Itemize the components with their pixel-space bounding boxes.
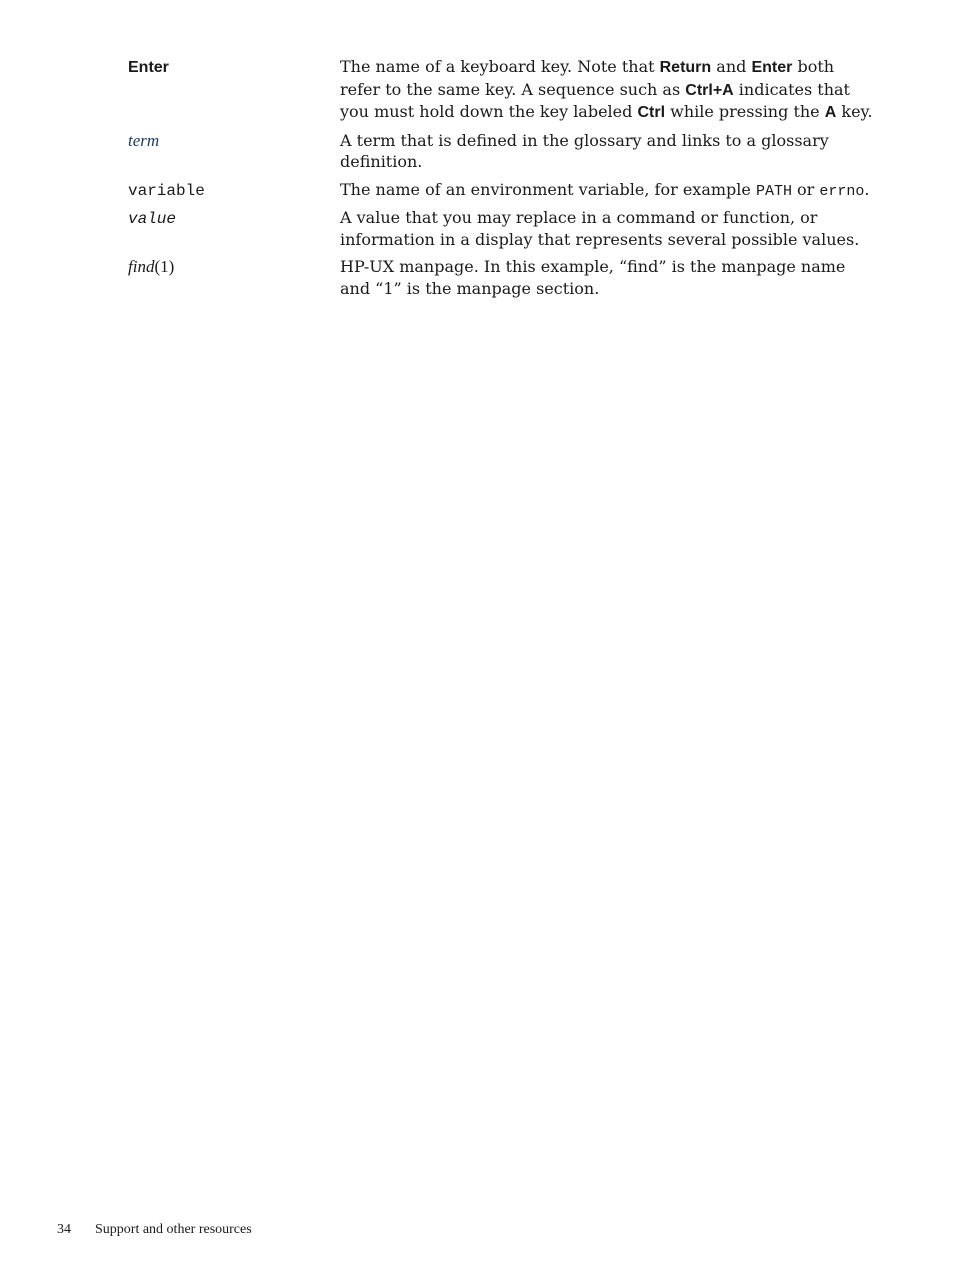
desc-text: key. xyxy=(836,102,873,121)
convention-desc-variable xyxy=(340,179,873,203)
convention-desc-enter xyxy=(340,56,873,124)
convention-desc-manpage xyxy=(340,256,873,299)
code-path: PATH xyxy=(755,182,792,200)
desc-text: or xyxy=(791,179,820,199)
convention-row-manpage xyxy=(128,256,873,299)
desc-text: indicates that you must hold down the key labeled xyxy=(340,79,850,121)
convention-row-term xyxy=(128,130,873,173)
desc-text: while pressing the xyxy=(665,102,825,121)
page-footer xyxy=(57,1222,252,1238)
key-enter: Enter xyxy=(751,59,793,76)
key-ctrl-a: Ctrl+A xyxy=(685,81,734,99)
desc-text: The name of a keyboard key. Note that xyxy=(340,57,660,76)
desc-text: The name of an environment variable, for example xyxy=(340,179,756,199)
key-a: A xyxy=(824,104,837,121)
convention-desc-value xyxy=(340,207,873,250)
desc-text: . xyxy=(864,179,870,199)
convention-term-enter xyxy=(128,56,340,78)
desc-text: and xyxy=(711,57,752,76)
desc-text: A value that you may replace in a command or function, or information in a display that represents several possible values. xyxy=(340,208,860,249)
section-title: Support and other resources xyxy=(95,1222,252,1237)
convention-term-variable xyxy=(128,179,340,202)
convention-desc-term xyxy=(340,130,873,173)
desc-text: A term that is defined in the glossary and links to a glossary definition. xyxy=(340,130,829,171)
convention-row-enter xyxy=(128,56,873,124)
manpage-section: (1) xyxy=(154,257,175,276)
glossary-term-link[interactable]: term xyxy=(128,130,160,150)
convention-term-value xyxy=(128,207,340,230)
convention-row-variable xyxy=(128,179,873,203)
desc-text: both refer to the same key. A sequence such as xyxy=(340,57,835,99)
conventions-table xyxy=(128,56,873,299)
manpage-name: find xyxy=(128,257,155,276)
code-errno: errno xyxy=(819,182,865,200)
term-label: Enter xyxy=(128,59,169,76)
page-number: 34 xyxy=(57,1222,71,1237)
term-label: variable xyxy=(128,181,205,200)
term-label: value xyxy=(128,210,177,228)
desc-text: HP-UX manpage. In this example, “find” is the manpage name and “1” is the manpage section. xyxy=(340,257,846,298)
convention-term-glossary xyxy=(128,130,340,151)
convention-row-value xyxy=(128,207,873,250)
key-ctrl: Ctrl xyxy=(637,104,666,121)
convention-term-manpage xyxy=(128,256,340,277)
key-return: Return xyxy=(659,59,712,76)
